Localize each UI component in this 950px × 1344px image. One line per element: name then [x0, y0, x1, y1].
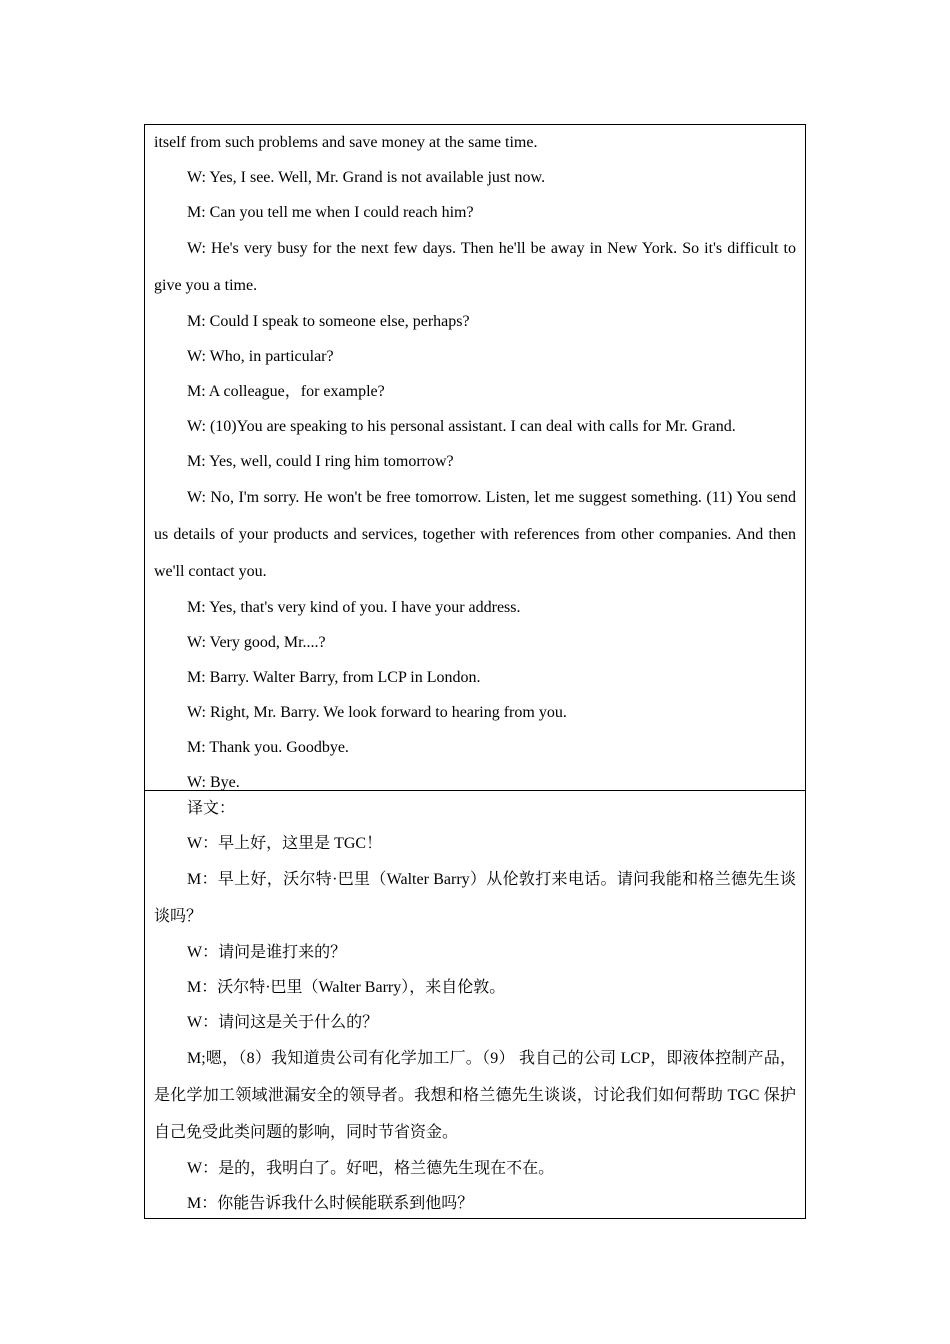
dialogue-line: M: Barry. Walter Barry, from LCP in London.: [187, 669, 481, 686]
dialogue-table: [144, 124, 806, 1219]
translation-line: W：早上好，这里是 TGC！: [187, 835, 383, 852]
dialogue-line: M: Yes, well, could I ring him tomorrow?: [187, 453, 454, 470]
dialogue-line: M: A colleague，for example?: [187, 383, 385, 400]
dialogue-line: W: Right, Mr. Barry. We look forward to hearing from you.: [187, 704, 567, 721]
dialogue-line: W: Yes, I see. Well, Mr. Grand is not available just now.: [187, 169, 546, 186]
translation-line: W：请问是谁打来的？: [187, 944, 347, 961]
translation-line: M;嗯，（8）我知道贵公司有化学加工厂。（9） 我自己的公司 LCP，即液体控制产品，是化学加工领域泄漏安全的领导者。我想和格兰德先生谈谈，讨论我们如何帮助 TGC 保护自己免受此类问题的影响，同时节省资金。: [154, 1050, 796, 1141]
dialogue-line: W: Bye.: [187, 774, 240, 791]
chinese-translation-cell: [145, 791, 805, 1218]
translation-line: M：你能告诉我什么时候能联系到他吗？: [187, 1195, 474, 1212]
dialogue-line: W: Who, in particular?: [187, 348, 334, 365]
dialogue-line: M: Yes, that's very kind of you. I have your address.: [187, 599, 521, 616]
translation-heading: 译文：: [187, 800, 236, 817]
translation-line: W：是的，我明白了。好吧，格兰德先生现在不在。: [187, 1160, 555, 1177]
dialogue-line: W: No, I'm sorry. He won't be free tomorrow. Listen, let me suggest something. (11) You send us details of your products and services, together with references from other companies. And then we'll contact you.: [154, 489, 796, 580]
translation-line: M：早上好，沃尔特·巴里（Walter Barry）从伦敦打来电话。请问我能和格兰德先生谈谈吗？: [154, 871, 796, 925]
dialogue-line: M: Thank you. Goodbye.: [187, 739, 349, 756]
dialogue-line: itself from such problems and save money at the same time.: [154, 134, 538, 151]
dialogue-line: W: He's very busy for the next few days. Then he'll be away in New York. So it's difficult to give you a time.: [154, 240, 796, 294]
dialogue-line: W: Very good, Mr....?: [187, 634, 326, 651]
english-dialogue-cell: [145, 125, 805, 791]
dialogue-line: M: Can you tell me when I could reach him?: [187, 204, 474, 221]
dialogue-line: W: (10)You are speaking to his personal assistant. I can deal with calls for Mr. Grand.: [187, 418, 736, 435]
translation-line: M：沃尔特·巴里（Walter Barry），来自伦敦。: [187, 979, 506, 996]
translation-line: W：请问这是关于什么的？: [187, 1014, 379, 1031]
dialogue-line: M: Could I speak to someone else, perhaps?: [187, 313, 470, 330]
